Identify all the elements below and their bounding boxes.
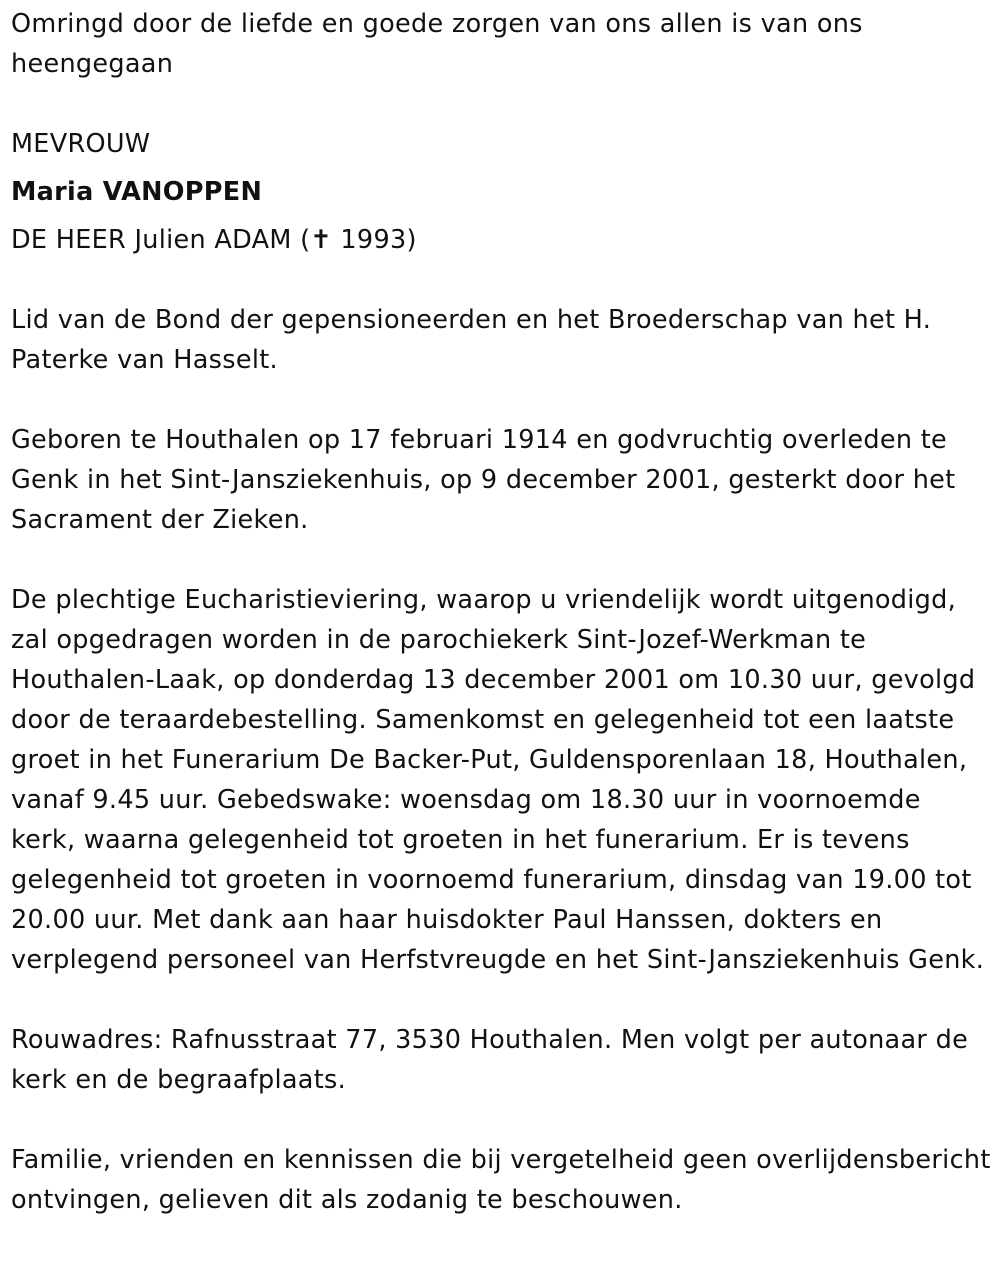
spacer [11, 380, 991, 420]
spouse-prefix: DE HEER Julien ADAM ( [11, 225, 311, 255]
deceased-name: Maria VANOPPEN [11, 177, 263, 207]
address-text: Rouwadres: Rafnusstraat 77, 3530 Houthalen. Men volgt per autonaar de kerk en de begraafplaats. [11, 1025, 969, 1095]
intro-text: Omringd door de liefde en goede zorgen van ons allen is van ons heengegaan [11, 9, 863, 79]
spacer [11, 1100, 991, 1140]
birth-death-text: Geboren te Houthalen op 17 februari 1914 en godvruchtig overleden te Genk in het Sint-Jansziekenhuis, op 9 december 2001, gesterkt door het Sacrament der Zieken. [11, 425, 956, 535]
ceremony-text: De plechtige Eucharistieviering, waarop u vriendelijk wordt uitgenodigd, zal opgedragen worden in de parochiekerk Sint-Jozef-Werkman te Houthalen-Laak, op donderdag 13 december 2001 om 10.30 uur, gevolgd door de teraardebestelling. Samenkomst en gelegenheid tot een laatste groet in het Funerarium De Backer-Put, Guldensporenlaan 18, Houthalen, vanaf 9.45 uur. Gebedswake: woensdag om 18.30 uur in voornoemde kerk, waarna gelegenheid tot groeten in het funerarium. Er is tevens gelegenheid tot groeten in voornoemd funerarium, dinsdag van 19.00 tot 20.00 uur. Met dank aan haar huisdokter Paul Hanssen, dokters en verplegend personeel van Herfstvreugde en het Sint-Jansziekenhuis Genk. [11, 585, 985, 975]
spacer [11, 84, 991, 124]
closing-text: Familie, vrienden en kennissen die bij vergetelheid geen overlijdensbericht ontvingen, gelieven dit als zodanig te beschouwen. [11, 1145, 991, 1215]
cross-icon: ✝ [310, 225, 332, 255]
honorific-title: MEVROUW [11, 129, 151, 159]
spacer [11, 260, 991, 300]
spacer [11, 980, 991, 1020]
obituary-document [11, 4, 991, 1220]
spouse-suffix: 1993) [332, 225, 417, 255]
spouse-line [11, 220, 991, 260]
spacer [11, 540, 991, 580]
membership-text: Lid van de Bond der gepensioneerden en het Broederschap van het H. Paterke van Hasselt. [11, 305, 932, 375]
